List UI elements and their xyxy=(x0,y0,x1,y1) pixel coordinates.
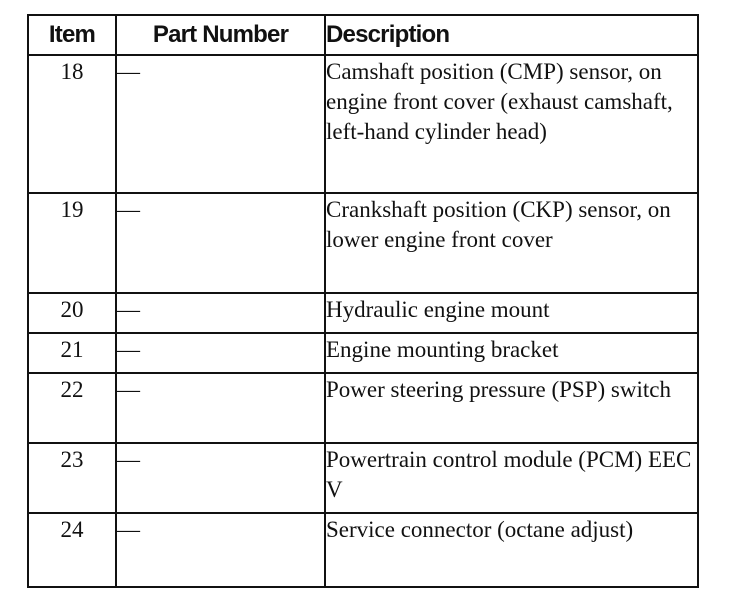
item-cell: 22 xyxy=(28,373,116,443)
table-row xyxy=(28,333,698,373)
table-row xyxy=(28,513,698,587)
description-cell: Camshaft position (CMP) sensor, on engine front cover (exhaust camshaft, left-hand cylinder head) xyxy=(325,55,698,193)
description-cell: Hydraulic engine mount xyxy=(325,293,698,333)
description-cell: Engine mounting bracket xyxy=(325,333,698,373)
parts-table xyxy=(27,14,699,588)
part-number-cell: — xyxy=(116,333,325,373)
table-row xyxy=(28,293,698,333)
header-row xyxy=(28,15,698,55)
item-cell: 21 xyxy=(28,333,116,373)
header-item: Item xyxy=(28,15,116,55)
part-number-cell: — xyxy=(116,443,325,513)
part-number-cell: — xyxy=(116,513,325,587)
description-cell: Service connector (octane adjust) xyxy=(325,513,698,587)
description-cell: Powertrain control module (PCM) EEC V xyxy=(325,443,698,513)
table-row xyxy=(28,443,698,513)
header-description: Description xyxy=(325,15,698,55)
part-number-cell: — xyxy=(116,193,325,293)
item-cell: 24 xyxy=(28,513,116,587)
table-row xyxy=(28,193,698,293)
header-part-number: Part Number xyxy=(116,15,325,55)
part-number-cell: — xyxy=(116,373,325,443)
part-number-cell: — xyxy=(116,55,325,193)
item-cell: 23 xyxy=(28,443,116,513)
table-row xyxy=(28,55,698,193)
description-cell: Crankshaft position (CKP) sensor, on lower engine front cover xyxy=(325,193,698,293)
item-cell: 18 xyxy=(28,55,116,193)
part-number-cell: — xyxy=(116,293,325,333)
item-cell: 19 xyxy=(28,193,116,293)
table-row xyxy=(28,373,698,443)
description-cell: Power steering pressure (PSP) switch xyxy=(325,373,698,443)
item-cell: 20 xyxy=(28,293,116,333)
